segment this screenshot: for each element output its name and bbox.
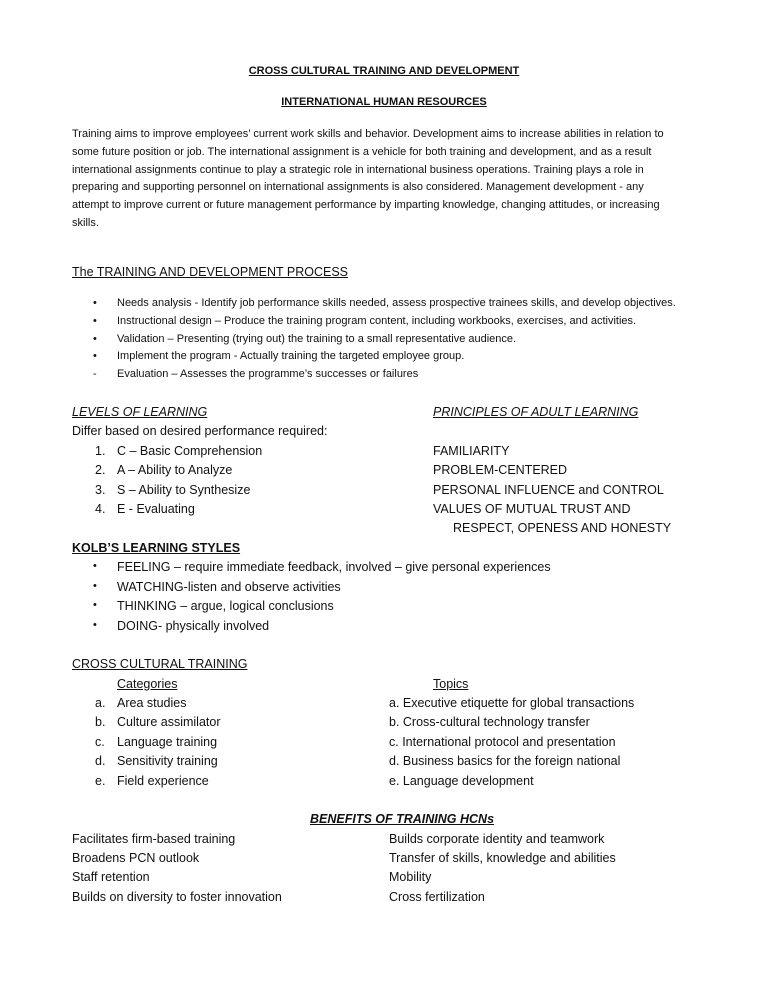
- list-item: b. Cross-cultural technology transfer: [389, 715, 590, 729]
- list-item: Language training: [117, 735, 218, 749]
- list-item: Cross fertilization: [389, 890, 485, 904]
- levels-intro: Differ based on desired performance required:: [72, 424, 328, 438]
- levels-heading: LEVELS OF LEARNING: [72, 405, 208, 419]
- intro-line: skills.: [72, 216, 99, 229]
- list-item: FAMILIARITY: [433, 444, 510, 458]
- list-item: E - Evaluating: [117, 502, 195, 516]
- list-item: Mobility: [389, 870, 432, 884]
- list-item: d. Business basics for the foreign national: [389, 754, 621, 768]
- cct-heading: CROSS CULTURAL TRAINING: [72, 657, 248, 671]
- list-item: PERSONAL INFLUENCE and CONTROL: [433, 483, 664, 497]
- list-item: Builds on diversity to foster innovation: [72, 890, 282, 904]
- list-item: DOING- physically involved: [117, 619, 270, 633]
- list-item: Staff retention: [72, 870, 150, 884]
- kolb-heading: KOLB’S LEARNING STYLES: [72, 541, 241, 555]
- list-item: Transfer of skills, knowledge and abilities: [389, 851, 616, 865]
- intro-line: preparing and supporting personnel on international assignments is also considered. Management development - any: [72, 181, 644, 194]
- bullet-marker: -: [93, 368, 97, 380]
- benefits-heading: BENEFITS OF TRAINING HCNs: [310, 812, 495, 826]
- topics-heading: Topics: [433, 677, 469, 691]
- list-item: RESPECT, OPENESS AND HONESTY: [453, 521, 672, 535]
- list-item: Instructional design – Produce the training program content, including workbooks, exercises, and activities.: [117, 315, 637, 327]
- list-item: Evaluation – Assesses the programme’s successes or failures: [117, 368, 419, 380]
- list-item: c. International protocol and presentation: [389, 735, 616, 749]
- list-letter: e.: [95, 774, 106, 788]
- list-item: Culture assimilator: [117, 715, 221, 729]
- list-number: 4.: [95, 502, 106, 516]
- list-item: PROBLEM-CENTERED: [433, 463, 568, 477]
- list-number: 1.: [95, 444, 106, 458]
- bullet-marker: •: [93, 619, 97, 631]
- list-item: VALUES OF MUTUAL TRUST AND: [433, 502, 631, 516]
- list-item: a. Executive etiquette for global transactions: [389, 696, 635, 710]
- list-letter: a.: [95, 696, 106, 710]
- list-item: Validation – Presenting (trying out) the training to a small representative audience.: [117, 333, 517, 345]
- list-item: C – Basic Comprehension: [117, 444, 263, 458]
- bullet-marker: •: [93, 333, 97, 345]
- list-item: e. Language development: [389, 774, 534, 788]
- bullet-marker: •: [93, 315, 97, 327]
- bullet-marker: •: [93, 560, 97, 572]
- intro-paragraph: [72, 126, 712, 233]
- list-item: S – Ability to Synthesize: [117, 483, 251, 497]
- document-subtitle: INTERNATIONAL HUMAN RESOURCES: [281, 96, 487, 108]
- list-letter: c.: [95, 735, 105, 749]
- list-item: Needs analysis - Identify job performance skills needed, assess prospective trainees skills, and develop objectives.: [117, 297, 676, 309]
- list-letter: d.: [95, 754, 106, 768]
- list-number: 2.: [95, 463, 106, 477]
- document-title: CROSS CULTURAL TRAINING AND DEVELOPMENT: [248, 65, 520, 77]
- intro-line: international assignments continue to play a strategic role in international business operations. Training plays a role in: [72, 163, 644, 176]
- bullet-marker: •: [93, 350, 97, 362]
- bullet-marker: •: [93, 580, 97, 592]
- intro-line: attempt to improve current or future management performance by imparting knowledge, changing attitudes, or increasing: [72, 199, 660, 212]
- principles-heading: PRINCIPLES OF ADULT LEARNING: [433, 405, 639, 419]
- list-item: Field experience: [117, 774, 209, 788]
- list-number: 3.: [95, 483, 106, 497]
- list-letter: b.: [95, 715, 106, 729]
- list-item: Area studies: [117, 696, 187, 710]
- list-item: Builds corporate identity and teamwork: [389, 832, 605, 846]
- list-item: A – Ability to Analyze: [117, 463, 233, 477]
- list-item: FEELING – require immediate feedback, involved – give personal experiences: [117, 560, 551, 574]
- process-heading: The TRAINING AND DEVELOPMENT PROCESS: [72, 265, 348, 279]
- categories-heading: Categories: [117, 677, 178, 691]
- intro-line: Training aims to improve employees’ current work skills and behavior. Development aims to increase abilities in relation to: [72, 128, 664, 140]
- list-item: Broadens PCN outlook: [72, 851, 200, 865]
- bullet-marker: •: [93, 297, 97, 309]
- bullet-marker: •: [93, 599, 97, 611]
- list-item: THINKING – argue, logical conclusions: [117, 599, 334, 613]
- list-item: Facilitates firm-based training: [72, 832, 236, 846]
- list-item: Implement the program - Actually training the targeted employee group.: [117, 350, 465, 362]
- list-item: Sensitivity training: [117, 754, 218, 768]
- intro-line: some future position or job. The international assignment is a vehicle for both training and development, and as a result: [72, 145, 652, 158]
- list-item: WATCHING-listen and observe activities: [117, 580, 341, 594]
